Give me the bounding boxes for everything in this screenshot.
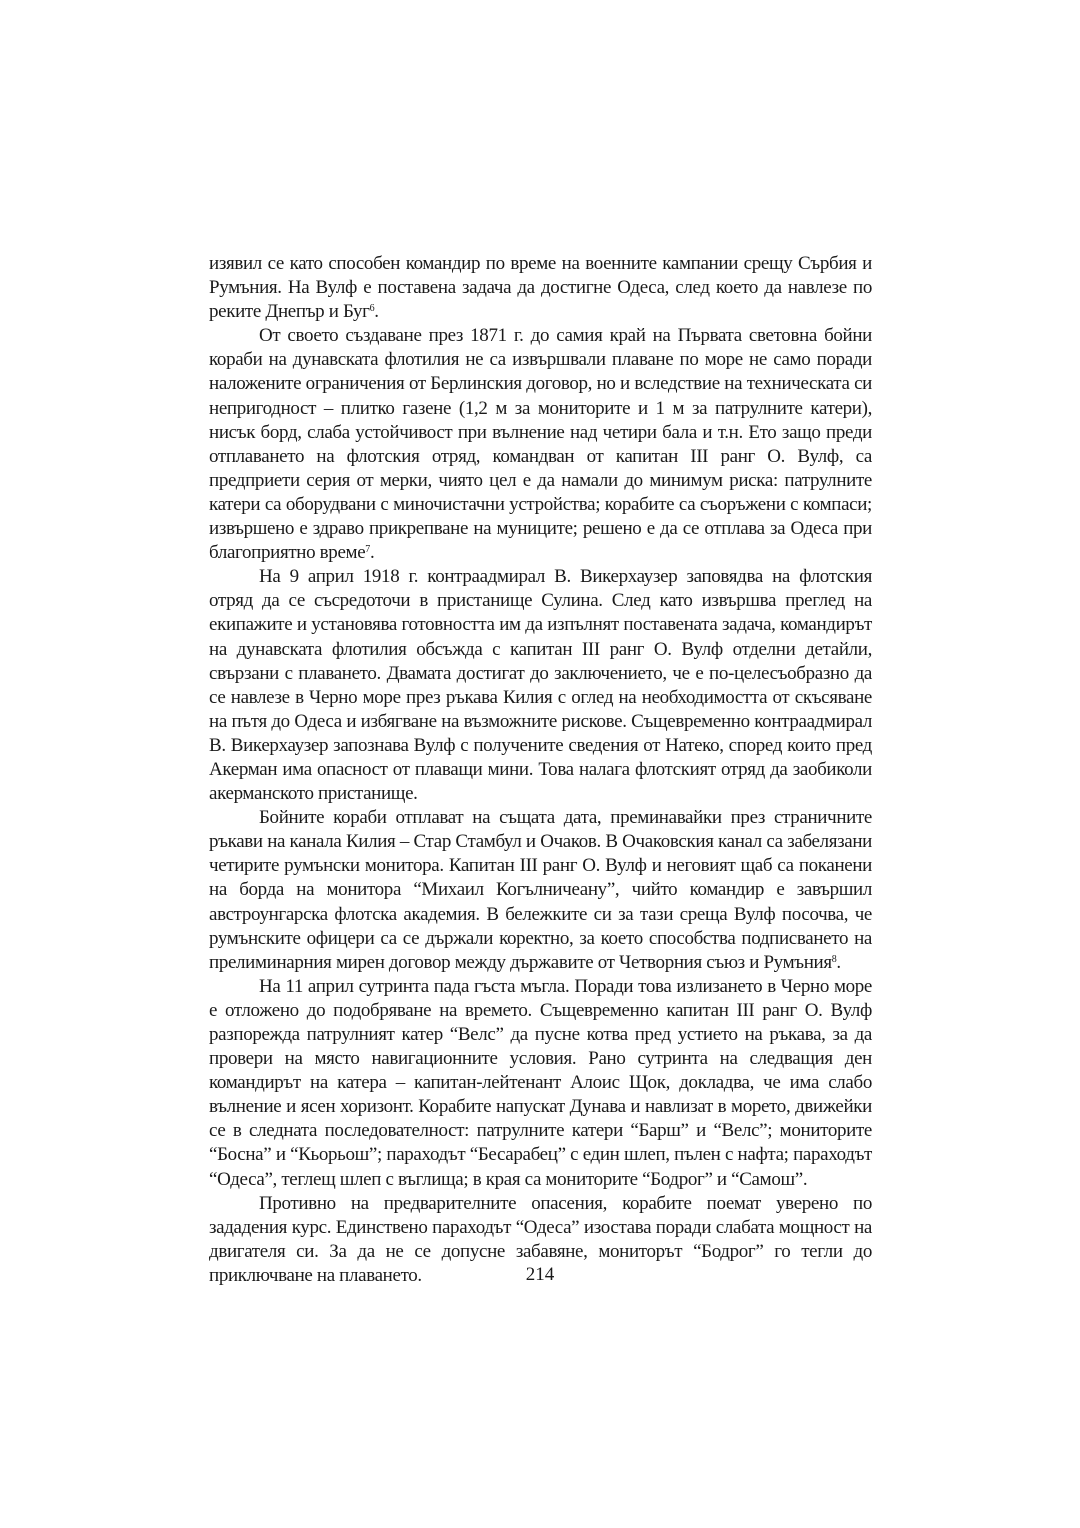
paragraph-4 (209, 806, 872, 975)
footnote-ref-7[interactable]: 7 (365, 544, 370, 556)
paragraph-1-tail: . (374, 301, 379, 323)
paragraph-3-text: На 9 април 1918 г. контраадмирал В. Викерхаузер заповядва на флотския отряд да се съсредоточи в пристанище Сулина. След като извършва преглед на екипажите и установява готовността им да изпълнят поставената задача, командирът на дунавската флотилия обсъжда с капитан III ранг О. Вулф отделни детайли, свързани с плаването. Двамата достигат до заключението, че е по-целесъобразно да се навлезе в Черно море през ръкава Килия с оглед на необходимостта от скъсяване на пътя до Одеса и избягване на възможните рискове. Същевременно контраадмирал В. Викерхаузер запознава Вулф с получените сведения от Натеко, според които пред Акерман има опасност от плаващи мини. Това налага флотският отряд да заобиколи акерманското пристанище. (209, 566, 872, 805)
paragraph-5-text: На 11 април сутринта пада гъста мъгла. Поради това излизането в Черно море е отложено до подобряване на времето. Същевременно капитан III ранг О. Вулф разпорежда патрулният катер “Велс” да пусне котва пред устието на ръкава, за да провери на място навигационните условия. Рано сутринта на следващия ден командирът на катера – капитан-лейтенант Алоис Щок, докладва, че има слабо вълнение и ясен хоризонт. Корабите напускат Дунава и навлизат в морето, движейки се в следната последователност: патрулните катери “Барш” и “Велс”; мониторите “Босна” и “Кьорьош”; параходът “Бесарабец” с един шлеп, пълен с нафта; параходът “Одеса”, теглещ шлеп с въглища; в края са мониторите “Бодрог” и “Самош”. (209, 975, 872, 1190)
paragraph-3 (209, 565, 872, 806)
paragraph-4-tail: . (836, 951, 841, 973)
page-body (209, 252, 872, 1288)
paragraph-1 (209, 252, 872, 324)
paragraph-6-text: Противно на предварителните опасения, корабите поемат уверено по зададения курс. Единствено параходът “Одеса” изостава поради слабата мощност на двигателя си. За да не се допусне забавяне, мониторът “Бодрог” го тегли до приключване на плаването. (209, 1192, 872, 1286)
paragraph-4-text: Бойните кораби отплават на същата дата, преминавайки през страничните ръкави на канала Килия – Стар Стамбул и Очаков. В Очаковския канал са забелязани четирите румънски монитора. Капитан III ранг О. Вулф и неговият щаб са поканени на борда на монитора “Михаил Когълничеану”, чийто командир е завършил австроунгарска флотска академия. В бележките си за тази среща Вулф посочва, че румънските офицери са се държали коректно, за което способства подписването на прелиминарния мирен договор между държавите от Четворния съюз и Румъния (209, 807, 872, 973)
paragraph-2-tail: . (369, 542, 375, 564)
paragraph-5 (209, 975, 872, 1192)
paragraph-2-text: От своето създаване през 1871 г. до самия край на Първата световна бойни кораби на дунавската флотилия не са извършвали плаване по море не само поради наложените ограничения от Берлинския договор, но и вследствие на техническата си непригодност – плитко газене (1,2 м за мониторите и 1 м за патрулните катери), нисък борд, слаба устойчивост при вълнение над четири бала и т.н. Ето защо преди отплаването на флотския отряд, командван от капитан III ранг О. Вулф, са предприети серия от мерки, чиято цел е да намали до минимум риска: патрулните катери са оборудвани с миночистачни устройства; корабите са съоръжени с компаси; извършено е здраво прикрепване на муниците; решено е да се отплава за Одеса при благоприятно време (209, 325, 872, 564)
footnote-ref-8[interactable]: 8 (831, 953, 837, 965)
page-number: 214 (525, 1264, 555, 1285)
footnote-ref-6[interactable]: 6 (369, 303, 375, 315)
paragraph-2 (209, 324, 872, 565)
paragraph-1-text: изявил се като способен командир по време на военните кампании срещу Сърбия и Румъния. На Вулф е поставена задача да достигне Одеса, след което да навлезе по реките Днепър и Буг (209, 253, 872, 323)
